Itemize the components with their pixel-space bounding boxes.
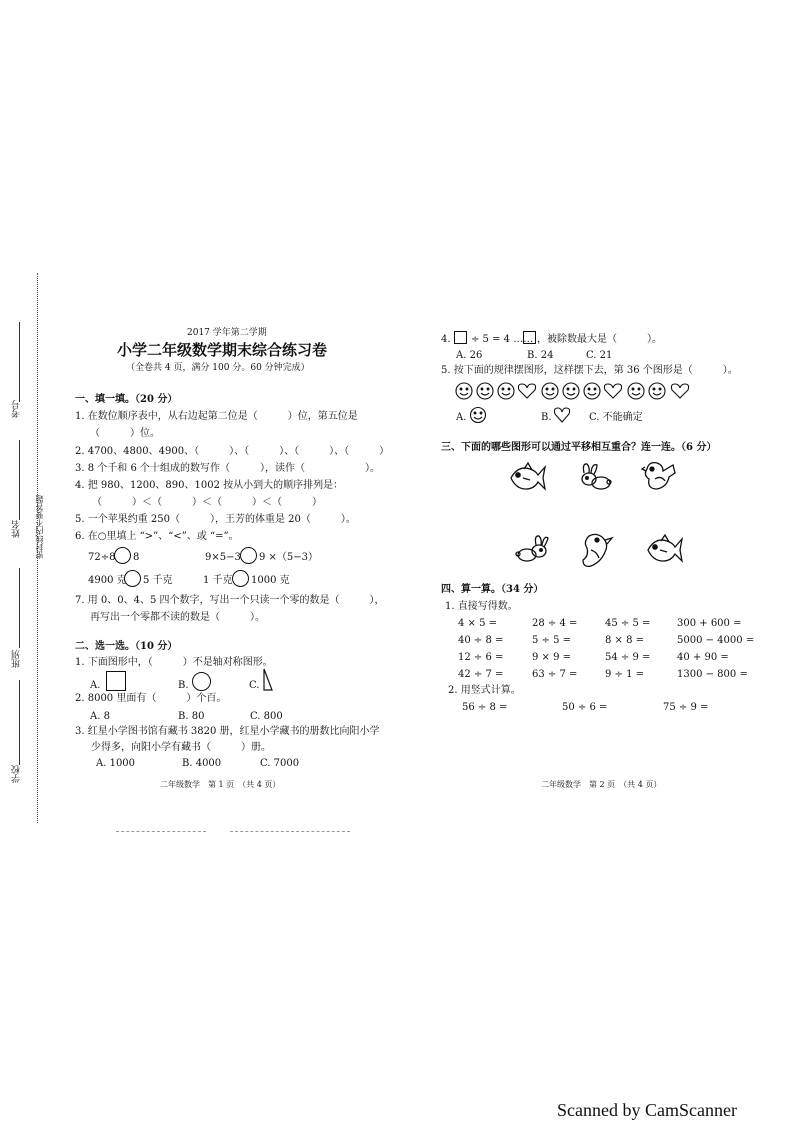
compare-circle[interactable] — [114, 547, 131, 564]
calc-item: 4 × 5 = — [458, 618, 498, 629]
class-line — [19, 568, 20, 648]
question-1-line-2: （ ）位。 — [90, 428, 160, 439]
page-title: 小学二年级数学期末综合练习卷 — [117, 341, 328, 359]
choice-3-line-2: 少得多，向阳小学有藏书（ ）册。 — [91, 742, 271, 753]
scan-artifact — [230, 831, 350, 833]
heart-icon — [553, 406, 571, 424]
calc-item: 42 ÷ 7 = — [458, 669, 504, 680]
class-label: 班别 — [12, 650, 22, 668]
calc-q1-label: 1. 直接写得数。 — [445, 601, 518, 612]
rabbit-icon — [578, 461, 612, 493]
pattern-row — [455, 381, 695, 401]
compare-4-left: 1 千克 — [203, 575, 233, 586]
question-2: 2. 4700、4800、4900、（ ）、（ ）、（ ）、（ ） — [75, 446, 390, 457]
calc-item: 40 ÷ 8 = — [458, 635, 504, 646]
calc-q2-label: 2. 用竖式计算。 — [448, 685, 521, 696]
calc-item: 9 ÷ 1 = — [605, 669, 645, 680]
seal-note: 密封线内不要答题 — [35, 495, 44, 559]
section-3-heading: 三、下面的哪些图形可以通过平移相互重合？连一连。（6 分） — [441, 442, 717, 453]
question-3: 3. 8 个千和 6 个十组成的数写作（ ），读作（ ）。 — [75, 463, 380, 474]
compare-circle[interactable] — [232, 570, 249, 587]
section-2-heading: 二、选一选。（10 分） — [75, 641, 178, 652]
triangle-shape — [258, 668, 274, 692]
compare-3-left: 4900 克 — [88, 575, 127, 586]
vertical-calc-item: 75 ÷ 9 = — [663, 702, 709, 713]
heart-icon — [604, 384, 621, 398]
scan-artifact — [116, 831, 206, 833]
choice-1-option-c: C. — [249, 680, 260, 691]
question-6: 6. 在○里填上 “>”、“<”、或 “=”。 — [75, 531, 239, 542]
compare-4-right: 1000 克 — [251, 575, 290, 586]
choice-4-option-c: C. 21 — [586, 350, 613, 361]
calc-item: 8 × 8 = — [605, 635, 645, 646]
exam-no-label: 考号 — [12, 400, 22, 418]
year-term: 2017 学年第二学期 — [187, 328, 267, 338]
smiley-icon — [563, 383, 579, 399]
vertical-calc-item: 50 ÷ 6 = — [562, 702, 608, 713]
choice-3-option-c: C. 7000 — [260, 758, 300, 769]
dividend-box — [454, 331, 467, 344]
calc-item: 9 × 9 = — [532, 652, 572, 663]
choice-4-equation: ÷ 5 = 4 …… — [471, 334, 534, 345]
compare-2-left: 9×5−3 — [205, 552, 241, 563]
choice-5: 5. 按下面的规律摆图形，这样摆下去，第 36 个图形是（ ）。 — [441, 365, 738, 376]
question-4-line-1: 4. 把 980、1200、890、1002 按从小到大的顺序排列是： — [75, 480, 344, 491]
section-1-heading: 一、填一填。（20 分） — [75, 394, 178, 405]
question-7-line-1: 7. 用 0、0、4、5 四个数字，写出一个只读一个零的数是（ ）， — [75, 595, 385, 606]
heart-icon — [671, 384, 688, 398]
rabbit-icon — [515, 533, 549, 565]
fish-icon — [508, 461, 546, 495]
circle-shape — [192, 672, 211, 691]
calc-item: 40 + 90 = — [677, 652, 729, 663]
smiley-icon — [628, 383, 644, 399]
question-1-line-1: 1. 在数位顺序表中，从右边起第二位是（ ）位，第五位是 — [75, 411, 358, 422]
choice-1-option-a: A. — [90, 680, 101, 691]
choice-3-option-a: A. 1000 — [96, 758, 136, 769]
smiley-icon — [498, 383, 514, 399]
name-line — [19, 440, 20, 520]
heart-icon — [518, 384, 535, 398]
calc-item: 12 ÷ 6 = — [458, 652, 504, 663]
calc-item: 54 ÷ 9 = — [605, 652, 651, 663]
choice-4-number: 4. — [441, 334, 451, 345]
choice-5-option-b: B. — [541, 412, 552, 423]
calc-item: 28 ÷ 4 = — [532, 618, 578, 629]
calc-item: 5000 − 4000 = — [677, 635, 755, 646]
question-5: 5. 一个苹果约重 250（ ），王芳的体重是 20（ ）。 — [75, 514, 356, 525]
compare-2-right: 9 ×（5−3） — [259, 552, 319, 563]
compare-circle[interactable] — [240, 547, 257, 564]
exam-no-line — [19, 322, 20, 402]
choice-1-option-b: B. — [178, 680, 189, 691]
choice-1: 1. 下面图形中，（ ）不是轴对称图形。 — [75, 657, 273, 668]
question-4-line-2: （ ）＜（ ）＜（ ）＜（ ） — [92, 497, 322, 508]
school-line — [19, 680, 20, 765]
choice-5-option-c: C. 不能确定 — [589, 412, 643, 423]
compare-1-right: 8 — [133, 552, 140, 563]
smiley-icon — [469, 406, 487, 424]
choice-2: 2. 8000 里面有（ ）个百。 — [75, 693, 227, 704]
calc-item: 300 + 600 = — [677, 618, 742, 629]
smiley-icon — [649, 383, 665, 399]
page-subtitle: （全卷共 4 页，满分 100 分。60 分钟完成） — [126, 363, 310, 373]
choice-3-line-1: 3. 红星小学图书馆有藏书 3820 册，红星小学藏书的册数比向阳小学 — [75, 726, 380, 737]
page-1-footer: 二年级数学 第 1 页 （共 4 页） — [160, 780, 281, 789]
choice-4-option-b: B. 24 — [527, 350, 554, 361]
calc-item: 45 ÷ 5 = — [605, 618, 651, 629]
choice-4-option-a: A. 26 — [456, 350, 483, 361]
smiley-icon — [477, 383, 493, 399]
fish-icon — [645, 533, 683, 567]
choice-3-option-b: B. 4000 — [182, 758, 222, 769]
compare-circle[interactable] — [124, 570, 141, 587]
scanner-watermark: Scanned by CamScanner — [557, 1100, 737, 1120]
school-label: 学校 — [12, 765, 22, 783]
compare-3-right: 5 千克 — [143, 575, 173, 586]
smiley-icon — [584, 383, 600, 399]
calc-item: 5 ÷ 5 = — [532, 635, 572, 646]
smiley-icon — [456, 383, 472, 399]
name-label: 姓名 — [12, 520, 22, 538]
smiley-icon — [542, 383, 558, 399]
question-7-line-2: 再写出一个零都不读的数是（ ）。 — [90, 612, 265, 623]
choice-2-option-c: C. 800 — [250, 711, 283, 722]
remainder-box — [523, 331, 536, 344]
page-2-footer: 二年级数学 第 2 页 （共 4 页） — [541, 780, 662, 789]
square-shape — [106, 671, 126, 691]
choice-2-option-a: A. 8 — [90, 711, 110, 722]
vertical-calc-item: 56 ÷ 8 = — [462, 702, 508, 713]
choice-2-option-b: B. 80 — [178, 711, 205, 722]
calc-item: 63 ÷ 7 = — [532, 669, 578, 680]
bird-icon — [579, 530, 615, 570]
choice-5-option-a: A. — [456, 412, 467, 423]
bird-icon — [641, 459, 679, 497]
compare-1-left: 72÷8 — [88, 552, 116, 563]
section-4-heading: 四、算一算。（34 分） — [441, 584, 544, 595]
calc-item: 1300 − 800 = — [677, 669, 748, 680]
choice-4-question: ，被除数最大是（ ）。 — [537, 334, 662, 345]
